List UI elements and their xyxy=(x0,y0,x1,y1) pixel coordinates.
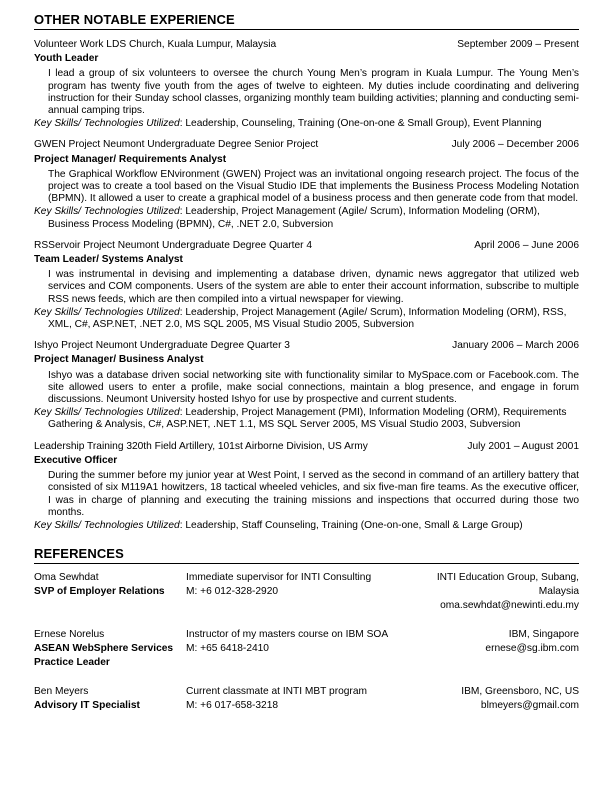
reference-contact xyxy=(394,685,579,713)
entry-dates: January 2006 – March 2006 xyxy=(452,340,579,352)
entry-role: Project Manager/ Requirements Analyst xyxy=(34,153,227,165)
reference-email: oma.sewhdat@newinti.edu.my xyxy=(440,600,579,612)
entry-organization: Ishyo Project Neumont Undergraduate Degree Quarter 3 xyxy=(34,340,290,352)
entry-description: The Graphical Workflow ENvironment (GWEN) Project was an invitational ongoing research project. The focus of the project was to create a tool based on the Visual Studio IDE that implements the Business Process Modeling Notation (BPMN). It allowed a user to create a graphical model of a business process and then generate code from that model. xyxy=(48,168,579,205)
reference-name: Ben Meyers xyxy=(34,686,89,698)
entry-description: Ishyo was a database driven social networking site with functionality similar to MySpace.com or Facebook.com. The site allowed users to enter a profile, make social connections, maintain a blog presence, and engage in forum discussions. Neumont University hosted Ishyo for use by prospective and current students. xyxy=(48,369,579,406)
skills-label: Key Skills/ Technologies Utilized xyxy=(34,407,180,419)
reference-name: Ernese Norelus xyxy=(34,629,105,641)
reference-relation: Current classmate at INTI MBT program xyxy=(186,686,367,698)
entry-header xyxy=(34,441,579,453)
entry-description: During the summer before my junior year at West Point, I served as the second in command of an artillery battery that consisted of six M119A1 howitzers, 18 tactical wheeled vehicles, and six five-man fire teams. As the executive officer, I was in charge of planning and executing the training missions and inspections that occurred during those two months. xyxy=(48,470,579,518)
skills-label: Key Skills/ Technologies Utilized xyxy=(34,118,180,130)
entry-skills xyxy=(34,307,579,331)
reference-contact xyxy=(394,571,579,613)
reference-relation: Immediate supervisor for INTI Consulting xyxy=(186,572,372,584)
reference-title: ASEAN WebSphere Services Practice Leader xyxy=(34,643,174,669)
reference-phone: M: +6 017-658-3218 xyxy=(186,700,279,712)
entry-header xyxy=(34,39,579,51)
experience-entry xyxy=(34,139,579,230)
section-divider xyxy=(34,29,579,30)
entry-role: Team Leader/ Systems Analyst xyxy=(34,254,183,266)
reference-details xyxy=(186,571,394,613)
experience-entry xyxy=(34,340,579,431)
reference-organization: INTI Education Group, Subang, Malaysia xyxy=(436,572,579,598)
reference-organization: IBM, Greensboro, NC, US xyxy=(461,686,579,698)
reference-email: blmeyers@gmail.com xyxy=(480,700,579,712)
section-divider xyxy=(34,563,579,564)
entry-skills xyxy=(34,118,579,130)
entry-dates: July 2006 – December 2006 xyxy=(451,139,579,151)
entry-header xyxy=(34,139,579,151)
reference-details xyxy=(186,685,394,713)
section-heading-references: REFERENCES xyxy=(34,546,124,562)
entry-organization: GWEN Project Neumont Undergraduate Degree Senior Project xyxy=(34,139,319,151)
reference-organization: IBM, Singapore xyxy=(508,629,579,641)
reference-details xyxy=(186,628,394,670)
skills-label: Key Skills/ Technologies Utilized xyxy=(34,306,180,318)
entry-role: Youth Leader xyxy=(34,53,99,65)
entry-description: I lead a group of six volunteers to oversee the church Young Men’s program in Kuala Lumpur. The Young Men’s program has twenty five youth from the ages of twelve to eighteen. My duties include coordinating and delivering instruction for their Sunday school classes, organizing monthly team building activities; planning and conducting semi-annual camping trips. xyxy=(48,68,579,117)
skills-label: Key Skills/ Technologies Utilized xyxy=(34,206,180,218)
skills-label: Key Skills/ Technologies Utilized xyxy=(34,519,180,531)
entry-skills xyxy=(34,206,579,230)
experience-entry xyxy=(34,441,579,532)
reference-person xyxy=(34,685,186,713)
entry-organization: Leadership Training 320th Field Artillery, 101st Airborne Division, US Army xyxy=(34,440,368,452)
entry-skills xyxy=(34,407,579,431)
entry-dates: April 2006 – June 2006 xyxy=(474,239,579,251)
skills-list: : Leadership, Counseling, Training (One-on-one & Small Group), Event Planning xyxy=(179,118,542,130)
entry-organization: RSServoir Project Neumont Undergraduate Degree Quarter 4 xyxy=(34,239,313,251)
reference-item xyxy=(34,628,579,670)
skills-list: : Leadership, Project Management (Agile/ Scrum), Information Modeling (ORM), RSS, XML, C#, ASP.NET, .NET 2.0, MS SQL 2005, MS Visual Studio 2005, Subversion xyxy=(48,306,567,331)
reference-person xyxy=(34,571,186,613)
reference-title: SVP of Employer Relations xyxy=(34,586,165,598)
entry-header xyxy=(34,240,579,252)
entry-organization: Volunteer Work LDS Church, Kuala Lumpur, Malaysia xyxy=(34,39,277,50)
reference-phone: M: +6 012-328-2920 xyxy=(186,586,279,598)
entry-role: Executive Officer xyxy=(34,454,118,466)
reference-title: Advisory IT Specialist xyxy=(34,700,140,712)
reference-contact xyxy=(394,628,579,670)
experience-list xyxy=(34,39,579,532)
entry-description: I was instrumental in devising and implementing a database driven, dynamic news aggregator that utilized web services and COM components. Users of the system are able to enter their account information, subscribe to multiple RSS news feeds, which are then compiled into a virtual newspaper for viewing. xyxy=(48,269,579,305)
reference-relation: Instructor of my masters course on IBM SOA xyxy=(186,629,389,641)
experience-entry xyxy=(34,240,579,331)
entry-header xyxy=(34,340,579,352)
reference-person xyxy=(34,628,186,670)
resume-page xyxy=(34,12,579,728)
references-list xyxy=(34,571,579,713)
reference-item xyxy=(34,571,579,613)
reference-phone: M: +65 6418-2410 xyxy=(186,643,269,655)
entry-skills xyxy=(34,520,579,532)
skills-list: : Leadership, Project Management (PMI), Information Modeling (ORM), Requirements Gathering & Analysis, C#, ASP.NET, .NET 1.1, MS SQL Server 2005, MS Visual Studio 2003, Subversion xyxy=(48,407,567,431)
entry-dates: July 2001 – August 2001 xyxy=(467,440,579,452)
skills-list: : Leadership, Staff Counseling, Training (One-on-one, Small & Large Group) xyxy=(179,519,523,531)
entry-dates: September 2009 – Present xyxy=(457,39,579,50)
reference-item xyxy=(34,685,579,713)
reference-email: ernese@sg.ibm.com xyxy=(485,643,579,655)
skills-list: : Leadership, Project Management (Agile/ Scrum), Information Modeling (ORM), Business Process Modeling (BPMN), C#, .NET 2.0, Subversion xyxy=(48,206,540,230)
section-heading-experience: OTHER NOTABLE EXPERIENCE xyxy=(34,12,235,27)
entry-role: Project Manager/ Business Analyst xyxy=(34,354,204,366)
reference-name: Oma Sewhdat xyxy=(34,572,99,584)
experience-entry xyxy=(34,39,579,130)
